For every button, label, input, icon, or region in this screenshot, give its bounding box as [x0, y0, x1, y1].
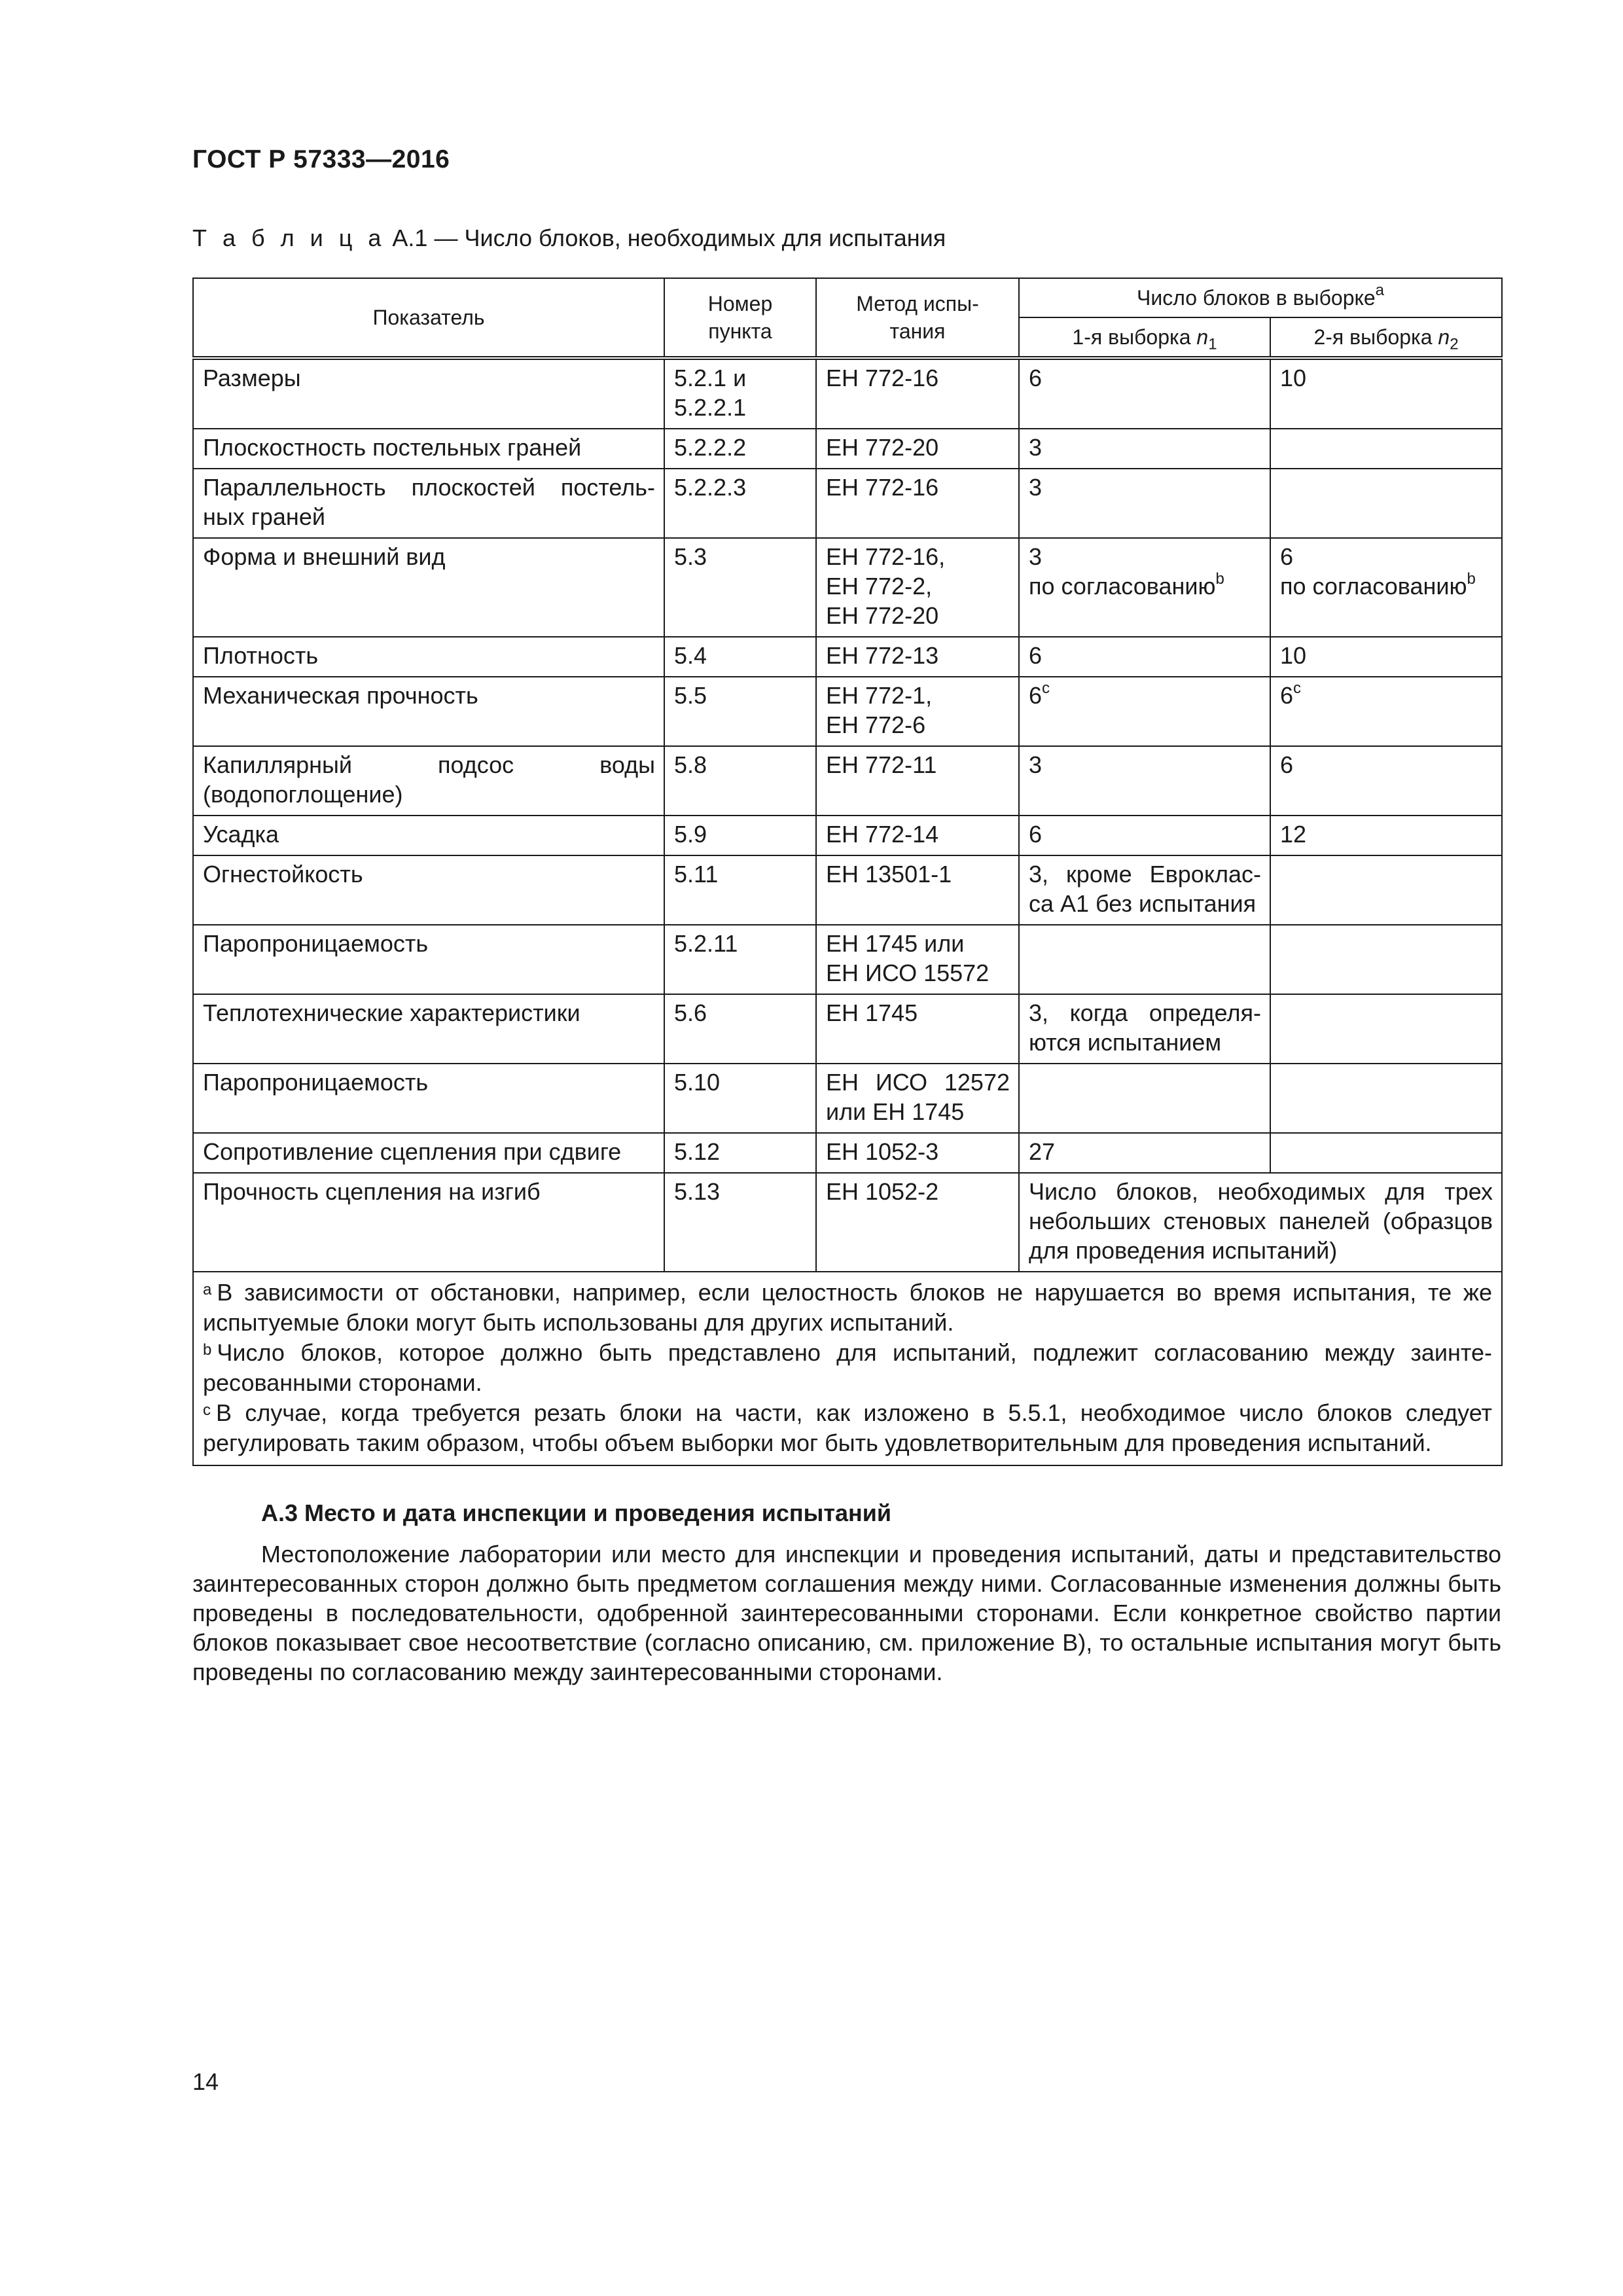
- section-heading: А.3 Место и дата инспекции и проведения испытаний: [261, 1499, 892, 1526]
- cell-n2: 10: [1270, 637, 1502, 677]
- cell-indicator: Паропроницаемость: [193, 925, 664, 994]
- table-note-text: В зависимости от обстановки, например, если целостность блоков не нарушается во время испытания, те же испытуемые блоки могут быть использованы для других испытаний.: [203, 1279, 1493, 1336]
- cell-n2: [1270, 855, 1502, 925]
- cell-indicator: Плотность: [193, 637, 664, 677]
- cell-clause: 5.2.1 и 5.2.2.1: [664, 358, 816, 429]
- cell-method: ЕН 772-16, ЕН 772-2, ЕН 772-20: [816, 538, 1019, 637]
- cell-indicator: Теплотехнические характеристики: [193, 994, 664, 1064]
- cell-clause: 5.13: [664, 1173, 816, 1272]
- cell-n2: [1270, 994, 1502, 1064]
- header-clause: Номер пункта: [664, 278, 816, 358]
- table-row: [193, 677, 1502, 746]
- cell-n1: 6: [1019, 358, 1270, 429]
- section-paragraph: Местоположение лаборатории или место для инспекции и проведения испытаний, даты и представительство заинтересованных сторон должно быть предметом соглашения между ними. Согласованные изменения должны быть проведены в последовательности, одобренной заинтересованными сторонами. Если конкретное свойство партии блоков показывает свое несоответствие (согласно описанию, см. приложение В), то остальные испытания могут быть проведены по согласованию между заинтересованными сторонами.: [192, 1541, 1501, 1685]
- table-caption-prefix: Т а б л и ц а: [192, 224, 386, 251]
- header-blocks: [1019, 278, 1502, 317]
- cell-clause: 5.2.2.2: [664, 429, 816, 469]
- table-row: [193, 746, 1502, 816]
- cell-n1: [1019, 538, 1270, 637]
- footnote-mark: a: [203, 1281, 212, 1299]
- table-note-text: В случае, когда требуется резать блоки на части, как изложено в 5.5.1, необходимое число блоков следует регулировать таким образом, чтобы объем выборки мог быть удовлетворительным для проведения испытаний.: [203, 1399, 1493, 1456]
- table-note: [203, 1338, 1492, 1398]
- header-indicator: Показатель: [193, 278, 664, 358]
- header-blocks-label: Число блоков в выборке: [1137, 286, 1376, 310]
- cell-clause: 5.2.11: [664, 925, 816, 994]
- table-row: [193, 1173, 1502, 1272]
- cell-indicator: Капиллярный подсос воды (водопоглощение): [193, 746, 664, 816]
- cell-n2: [1270, 1133, 1502, 1173]
- cell-n2: [1270, 677, 1502, 746]
- cell-indicator: Прочность сцепления на изгиб: [193, 1173, 664, 1272]
- cell-indicator: Паропроницаемость: [193, 1064, 664, 1133]
- cell-clause: 5.8: [664, 746, 816, 816]
- table-note: [203, 1398, 1492, 1458]
- table-row: [193, 1133, 1502, 1173]
- cell-n1: 3, кроме Евроклас-са А1 без испытания: [1019, 855, 1270, 925]
- table-note-text: Число блоков, которое должно быть представлено для испытаний, подлежит согласованию между заинте-ресованными сторонами.: [203, 1339, 1493, 1396]
- cell-indicator: Огнестойкость: [193, 855, 664, 925]
- cell-clause: 5.9: [664, 816, 816, 855]
- header-sample-1-var: n: [1196, 325, 1209, 349]
- cell-n1-n2-merged: Число блоков, необходимых для трех небольших стеновых панелей (образцов для проведения испытаний): [1019, 1173, 1502, 1272]
- cell-clause: 5.10: [664, 1064, 816, 1133]
- table-caption-text: А.1 — Число блоков, необходимых для испытания: [392, 224, 946, 251]
- cell-n1: [1019, 1064, 1270, 1133]
- cell-n1-text: 3 по согласованию: [1029, 543, 1216, 600]
- cell-indicator: Механическая прочность: [193, 677, 664, 746]
- table-row: [193, 469, 1502, 538]
- cell-n1: 3, когда определя-ются испытанием: [1019, 994, 1270, 1064]
- cell-indicator: Параллельность плоскостей постель-ных граней: [193, 469, 664, 538]
- footnote-mark: c: [203, 1401, 211, 1419]
- cell-n2: 10: [1270, 358, 1502, 429]
- cell-n1: [1019, 925, 1270, 994]
- cell-indicator: Сопротивление сцепления при сдвиге: [193, 1133, 664, 1173]
- header-sample-2-var: n: [1438, 325, 1450, 349]
- cell-indicator: Усадка: [193, 816, 664, 855]
- cell-n2: 12: [1270, 816, 1502, 855]
- footnote-mark: b: [203, 1341, 212, 1359]
- table-notes: [193, 1272, 1502, 1465]
- cell-n2: [1270, 429, 1502, 469]
- cell-clause: 5.4: [664, 637, 816, 677]
- table-row: [193, 855, 1502, 925]
- cell-indicator: Плоскостность постельных граней: [193, 429, 664, 469]
- cell-method: ЕН 772-20: [816, 429, 1019, 469]
- cell-n1: 3: [1019, 746, 1270, 816]
- cell-n1: 3: [1019, 429, 1270, 469]
- cell-method: ЕН 1745: [816, 994, 1019, 1064]
- table-row: [193, 1064, 1502, 1133]
- cell-clause: 5.6: [664, 994, 816, 1064]
- header-sample-1-label: 1-я выборка: [1072, 325, 1197, 349]
- cell-n1: [1019, 677, 1270, 746]
- blocks-table: [192, 278, 1503, 1466]
- cell-n2: 6: [1270, 746, 1502, 816]
- table-row: [193, 994, 1502, 1064]
- document-code: ГОСТ Р 57333—2016: [192, 145, 450, 173]
- cell-n2: [1270, 538, 1502, 637]
- cell-n1-text: 6: [1029, 682, 1043, 709]
- table-row: [193, 358, 1502, 429]
- cell-n1: 27: [1019, 1133, 1270, 1173]
- table-row: [193, 538, 1502, 637]
- cell-method: ЕН 13501-1: [816, 855, 1019, 925]
- cell-indicator: Размеры: [193, 358, 664, 429]
- cell-n2: [1270, 1064, 1502, 1133]
- footnote-mark: b: [1215, 570, 1224, 588]
- cell-clause: 5.11: [664, 855, 816, 925]
- cell-n2: [1270, 925, 1502, 994]
- table-caption: [192, 224, 946, 252]
- cell-n2-text: 6: [1280, 682, 1294, 709]
- cell-method: ЕН 772-1, ЕН 772-6: [816, 677, 1019, 746]
- page-number: 14: [192, 2068, 219, 2095]
- cell-n1: 6: [1019, 637, 1270, 677]
- cell-indicator: Форма и внешний вид: [193, 538, 664, 637]
- header-sample-1: [1019, 317, 1270, 358]
- footnote-mark: c: [1042, 679, 1050, 697]
- table-header-row: [193, 278, 1502, 317]
- cell-n1: 3: [1019, 469, 1270, 538]
- header-method: Метод испы- тания: [816, 278, 1019, 358]
- cell-clause: 5.12: [664, 1133, 816, 1173]
- cell-method: ЕН 772-16: [816, 358, 1019, 429]
- table-row: [193, 429, 1502, 469]
- cell-method: ЕН 772-16: [816, 469, 1019, 538]
- table-row: [193, 816, 1502, 855]
- cell-n1: 6: [1019, 816, 1270, 855]
- cell-method: ЕН 772-11: [816, 746, 1019, 816]
- table-notes-row: [193, 1272, 1502, 1465]
- cell-method: ЕН 772-14: [816, 816, 1019, 855]
- cell-n2: [1270, 469, 1502, 538]
- cell-method: ЕН 1052-2: [816, 1173, 1019, 1272]
- header-sample-2: [1270, 317, 1502, 358]
- table-row: [193, 637, 1502, 677]
- cell-method: ЕН ИСО 12572 или ЕН 1745: [816, 1064, 1019, 1133]
- cell-clause: 5.5: [664, 677, 816, 746]
- cell-clause: 5.2.2.3: [664, 469, 816, 538]
- table-note: [203, 1278, 1492, 1338]
- header-sample-1-sub: 1: [1208, 335, 1217, 353]
- footnote-mark: b: [1467, 570, 1476, 588]
- header-sample-2-label: 2-я выборка: [1313, 325, 1438, 349]
- header-blocks-footnote-mark: a: [1375, 281, 1385, 300]
- footnote-mark: c: [1293, 679, 1302, 697]
- table-row: [193, 925, 1502, 994]
- header-sample-2-sub: 2: [1450, 335, 1459, 353]
- cell-method: ЕН 772-13: [816, 637, 1019, 677]
- cell-n2-text: 6 по согласованию: [1280, 543, 1467, 600]
- cell-method: ЕН 1745 или ЕН ИСО 15572: [816, 925, 1019, 994]
- cell-clause: 5.3: [664, 538, 816, 637]
- cell-method: ЕН 1052-3: [816, 1133, 1019, 1173]
